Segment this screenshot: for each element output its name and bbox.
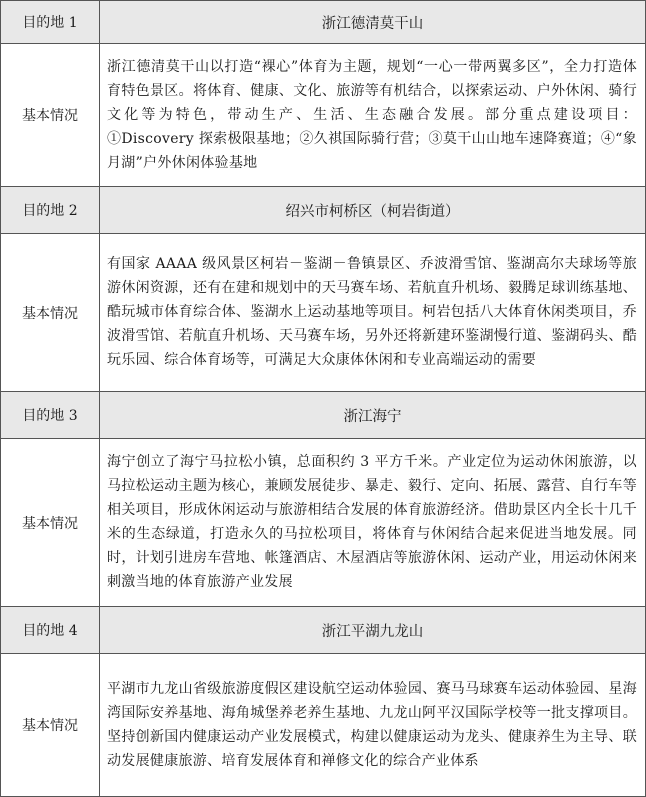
destination-3-info-row (1, 439, 646, 607)
destination-3-name: 浙江海宁 (100, 392, 646, 439)
destination-1-label: 目的地 1 (1, 1, 100, 44)
destination-1-header-row (1, 1, 646, 44)
destination-1-basic-info-label: 基本情况 (1, 44, 100, 187)
destination-2-name: 绍兴市柯桥区（柯岩街道） (100, 187, 646, 234)
destination-3-label: 目的地 3 (1, 392, 100, 439)
destination-4-description: 平湖市九龙山省级旅游度假区建设航空运动体验园、赛马马球赛车运动体验园、星海湾国际安养基地、海角城堡养老养生基地、九龙山阿平汉国际学校等一批支撑项目。坚持创新国内健康运动产业发展模式，构建以健康运动为龙头、健康养生为主导、联动发展健康旅游、培育发展体育和禅修文化的综合产业体系 (100, 654, 646, 797)
destination-1-info-row (1, 44, 646, 187)
destination-2-header-row (1, 187, 646, 234)
destination-2-description: 有国家 AAAA 级风景区柯岩－鉴湖－鲁镇景区、乔波滑雪馆、鉴湖高尔夫球场等旅游休闲资源，还有在建和规划中的天马赛车场、若航直升机场、毅腾足球训练基地、酷玩城市体育综合体、鉴湖水上运动基地等项目。柯岩包括八大体育休闲类项目，乔波滑雪馆、若航直升机场、天马赛车场，另外还将新建环鉴湖慢行道、鉴湖码头、酷玩乐园、综合体育场等，可满足大众康体休闲和专业高端运动的需要 (100, 234, 646, 392)
destination-2-info-row (1, 234, 646, 392)
destination-4-basic-info-label: 基本情况 (1, 654, 100, 797)
destination-2-basic-info-label: 基本情况 (1, 234, 100, 392)
destination-3-description: 海宁创立了海宁马拉松小镇，总面积约 3 平方千米。产业定位为运动休闲旅游，以马拉松运动主题为核心，兼顾发展徒步、暴走、毅行、定向、拓展、露营、自行车等相关项目，形成休闲运动与旅游相结合发展的体育旅游经济。借助景区内全长十几千米的生态绿道，打造永久的马拉松项目，将体育与休闲结合起来促进当地发展。同时，计划引进房车营地、帐篷酒店、木屋酒店等旅游休闲、运动产业，用运动休闲来刺激当地的体育旅游产业发展 (100, 439, 646, 607)
destination-3-basic-info-label: 基本情况 (1, 439, 100, 607)
destination-3-header-row (1, 392, 646, 439)
destination-4-info-row (1, 654, 646, 797)
destination-1-name: 浙江德清莫干山 (100, 1, 646, 44)
destination-4-label: 目的地 4 (1, 607, 100, 654)
destination-2-label: 目的地 2 (1, 187, 100, 234)
destination-4-header-row (1, 607, 646, 654)
destination-1-description: 浙江德清莫干山以打造“裸心”体育为主题，规划“一心一带两翼多区”，全力打造体育特色景区。将体育、健康、文化、旅游等有机结合，以探索运动、户外休闲、骑行文化等为特色，带动生产、生活、生态融合发展。部分重点建设项目：①Discovery 探索极限基地；②久祺国际骑行营；③莫干山山地车速降赛道；④“象月湖”户外休闲体验基地 (100, 44, 646, 187)
destination-4-name: 浙江平湖九龙山 (100, 607, 646, 654)
